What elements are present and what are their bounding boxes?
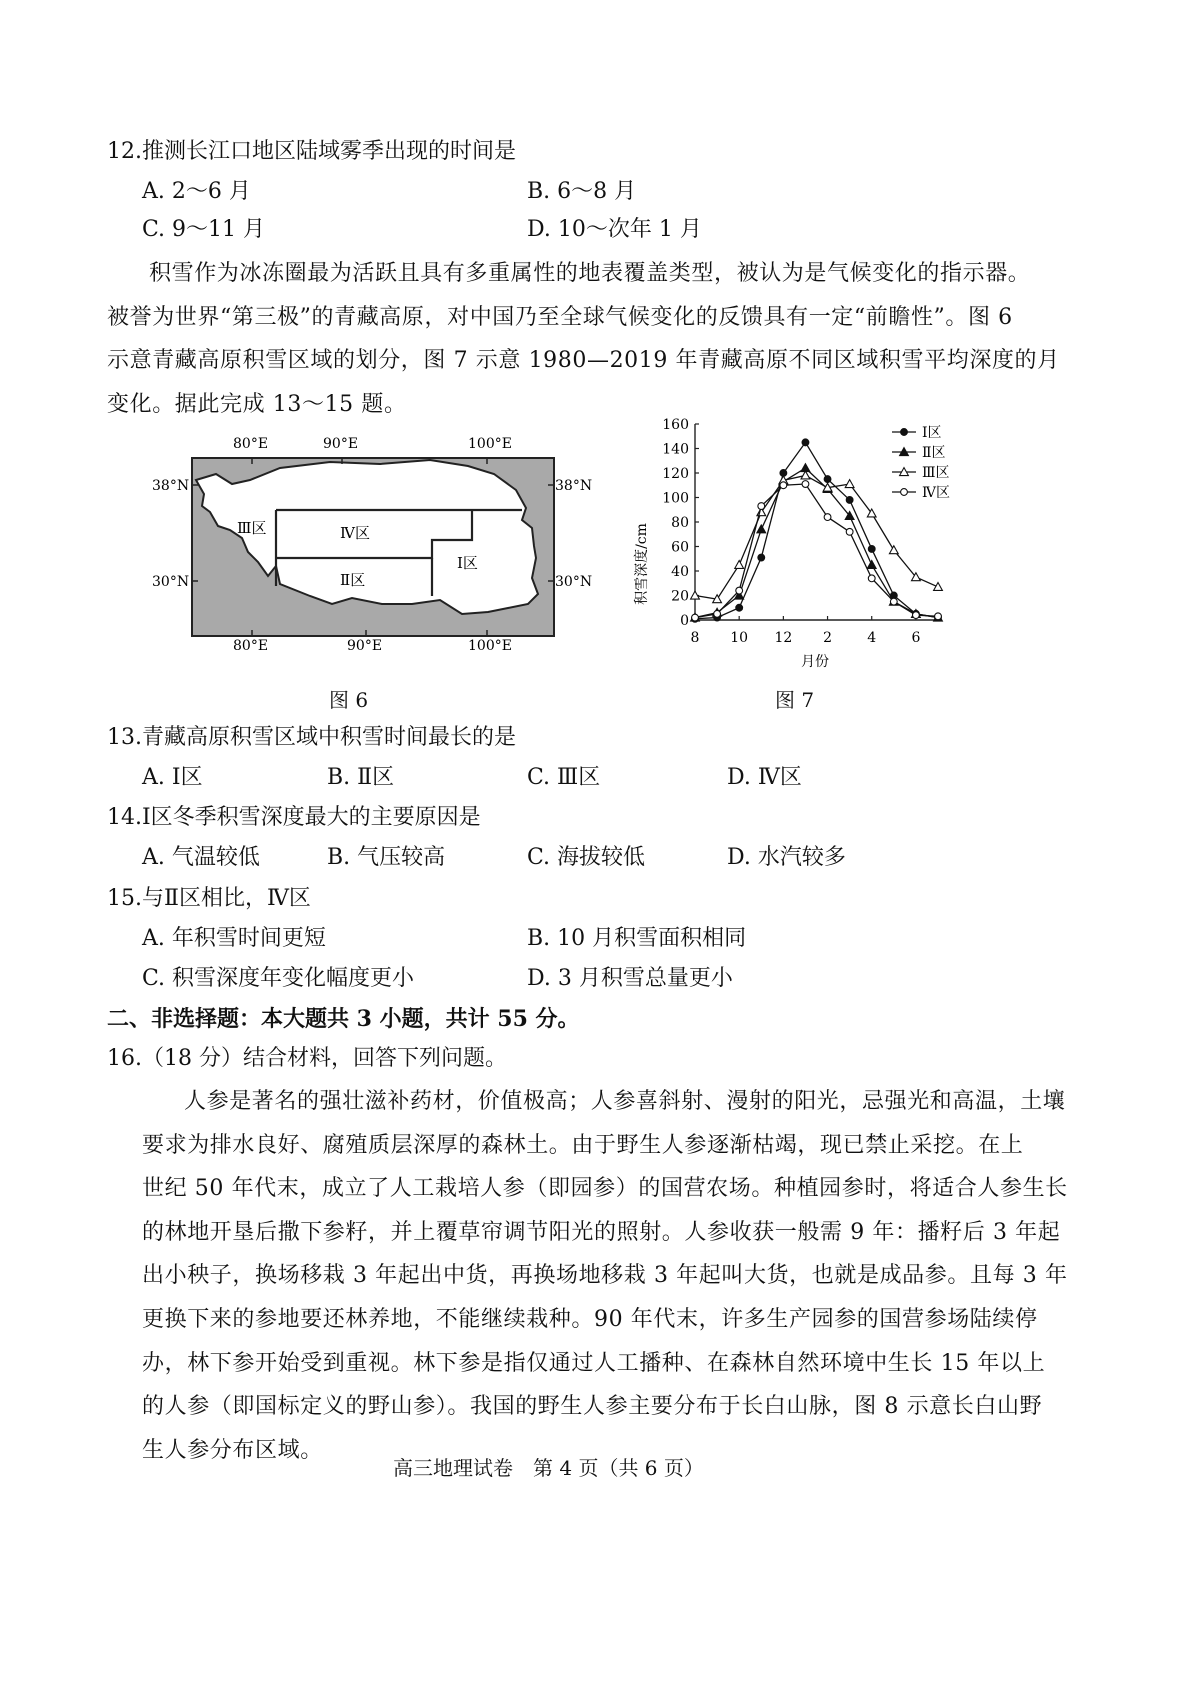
data-point — [867, 560, 876, 568]
intro-line: 变化。据此完成 13～15 题。 — [107, 391, 407, 417]
legend-label: Ⅳ区 — [922, 485, 950, 501]
q13-option-c: C. Ⅲ区 — [527, 765, 601, 790]
data-point — [735, 560, 744, 568]
x-tick-label: 12 — [774, 630, 793, 646]
q16-line: 人参是著名的强壮滋补药材，价值极高；人参喜斜射、漫射的阳光，忌强光和高温，土壤 — [184, 1089, 1066, 1114]
lon-label-top: 100°E — [468, 436, 512, 452]
chart-xlabel: 月份 — [801, 654, 829, 670]
data-point — [824, 514, 831, 521]
data-point — [913, 612, 920, 619]
q16-line: 出小秧子，换场移栽 3 年起出中货，再换场地移栽 3 年起叫大货，也就是成品参。且每 3 年 — [142, 1263, 1068, 1289]
x-tick-label: 10 — [730, 630, 749, 646]
region-label-1: Ⅰ区 — [457, 554, 478, 572]
q16-line: 的人参（即国标定义的野山参）。我国的野生人参主要分布于长白山脉，图 8 示意长白山野 — [142, 1394, 1043, 1420]
data-point — [934, 583, 943, 591]
data-point — [846, 497, 853, 504]
data-point — [692, 614, 699, 621]
lat-label-right: 38°N — [555, 478, 593, 494]
lon-label-top: 90°E — [323, 436, 359, 452]
data-point — [780, 482, 787, 489]
data-point — [714, 610, 721, 617]
data-point — [845, 480, 854, 488]
intro-line: 积雪作为冰冻圈最为活跃且具有多重属性的地表覆盖类型，被认为是气候变化的指示器。 — [149, 261, 1031, 286]
series-line-4 — [695, 484, 938, 618]
data-point — [890, 598, 897, 605]
q14-option-a: A. 气温较低 — [142, 845, 260, 870]
q12-option-c: C. 9～11 月 — [142, 217, 266, 242]
intro-paragraph — [107, 252, 1060, 426]
q16-material — [142, 1080, 1068, 1472]
q15-option-c: C. 积雪深度年变化幅度更小 — [142, 966, 415, 991]
legend-label: Ⅱ区 — [922, 445, 946, 461]
q13-option-b: B. Ⅱ区 — [327, 765, 395, 790]
chart-series — [691, 439, 943, 622]
q13-stem: 13.青藏高原积雪区域中积雪时间最长的是 — [107, 725, 516, 750]
data-point — [824, 476, 831, 483]
page-footer: 高三地理试卷 第 4 页（共 6 页） — [393, 1456, 704, 1480]
q16-line: 的林地开垦后撒下参籽，并上覆草帘调节阳光的照射。人参收获一般需 9 年：播籽后 3 年起 — [142, 1219, 1061, 1245]
q14-option-d: D. 水汽较多 — [727, 845, 846, 870]
y-tick-label: 20 — [671, 588, 689, 605]
q14-option-c: C. 海拔较低 — [527, 845, 646, 870]
region-label-3: Ⅲ区 — [237, 519, 267, 537]
legend-marker — [901, 489, 908, 496]
x-tick-label: 2 — [823, 630, 833, 646]
intro-line: 示意青藏高原积雪区域的划分，图 7 示意 1980—2019 年青藏高原不同区域积雪平均深度的月 — [107, 348, 1060, 374]
region-label-4: Ⅳ区 — [340, 524, 370, 542]
q16-stem: 16.（18 分）结合材料，回答下列问题。 — [107, 1046, 507, 1071]
data-point — [801, 471, 810, 479]
chart-ylabel: 积雪深度/cm — [634, 523, 650, 605]
q16-line: 生人参分布区域。 — [142, 1437, 323, 1463]
region-label-2: Ⅱ区 — [340, 571, 366, 589]
x-tick-label: 8 — [690, 630, 700, 646]
figure-6-caption: 图 6 — [329, 688, 369, 712]
q15-stem: 15.与Ⅱ区相比，Ⅳ区 — [107, 886, 311, 911]
q15-option-b: B. 10 月积雪面积相同 — [527, 926, 747, 951]
y-tick-label: 80 — [671, 515, 689, 531]
section-2-heading: 二、非选择题：本大题共 3 小题，共计 55 分。 — [107, 1006, 580, 1032]
q12-option-b: B. 6～8 月 — [527, 179, 637, 204]
q15-option-a: A. 年积雪时间更短 — [142, 926, 326, 951]
y-tick-label: 100 — [662, 490, 689, 507]
intro-line: 被誉为世界“第三极”的青藏高原，对中国乃至全球气候变化的反馈具有一定“前瞻性”。图 6 — [107, 304, 1013, 330]
y-tick-label: 160 — [662, 417, 689, 433]
lon-label-top: 80°E — [233, 436, 269, 452]
q15-option-d: D. 3 月积雪总量更小 — [527, 966, 733, 991]
data-point — [868, 575, 875, 582]
legend-label: Ⅰ区 — [922, 425, 942, 441]
y-tick-label: 60 — [671, 539, 689, 556]
q14-stem: 14.Ⅰ区冬季积雪深度最大的主要原因是 — [107, 805, 481, 830]
q16-line: 办，林下参开始受到重视。林下参是指仅通过人工播种、在森林自然环境中生长 15 年以上 — [142, 1350, 1046, 1376]
q12-option-a: A. 2～6 月 — [142, 179, 251, 204]
data-point — [868, 546, 875, 553]
figure-7-chart — [630, 412, 970, 674]
x-tick-label: 6 — [911, 630, 921, 646]
data-point — [736, 604, 743, 611]
q14-option-b: B. 气压较高 — [327, 845, 446, 870]
y-tick-label: 40 — [671, 564, 689, 580]
chart-legend — [892, 425, 950, 501]
q13-option-a: A. Ⅰ区 — [142, 765, 203, 790]
data-point — [935, 613, 942, 620]
series-line-1 — [695, 442, 938, 618]
figure-7-caption: 图 7 — [775, 688, 815, 712]
q16-line: 要求为排水良好、腐殖质层深厚的森林土。由于野生人参逐渐枯竭，现已禁止采挖。在上 — [142, 1132, 1024, 1158]
lon-label-bottom: 100°E — [468, 638, 512, 654]
q16-line: 更换下来的参地要还林养地，不能继续栽种。90 年代末，许多生产园参的国营参场陆续停 — [142, 1306, 1038, 1332]
data-point — [757, 525, 766, 533]
data-point — [758, 503, 765, 510]
legend-label: Ⅲ区 — [922, 465, 950, 481]
q12-stem: 12.推测长江口地区陆域雾季出现的时间是 — [107, 139, 516, 164]
y-tick-label: 0 — [680, 613, 689, 629]
lon-label-bottom: 80°E — [233, 638, 269, 654]
figure-6-map — [150, 428, 600, 663]
data-point — [802, 439, 809, 446]
y-tick-label: 140 — [662, 441, 689, 458]
data-point — [802, 481, 809, 488]
q16-line: 世纪 50 年代末，成立了人工栽培人参（即园参）的国营农场。种植园参时，将适合人参生长 — [142, 1176, 1068, 1202]
data-point — [889, 546, 898, 554]
data-point — [846, 528, 853, 535]
q12-option-d: D. 10～次年 1 月 — [527, 217, 702, 242]
legend-marker — [901, 429, 908, 436]
lat-label-left: 38°N — [152, 478, 190, 494]
x-tick-label: 4 — [867, 630, 877, 646]
lon-label-bottom: 90°E — [347, 638, 383, 654]
data-point — [758, 554, 765, 561]
q13-option-d: D. Ⅳ区 — [727, 765, 802, 790]
data-point — [736, 587, 743, 594]
y-tick-label: 120 — [662, 466, 689, 482]
lat-label-right: 30°N — [555, 574, 593, 590]
lat-label-left: 30°N — [152, 574, 190, 590]
